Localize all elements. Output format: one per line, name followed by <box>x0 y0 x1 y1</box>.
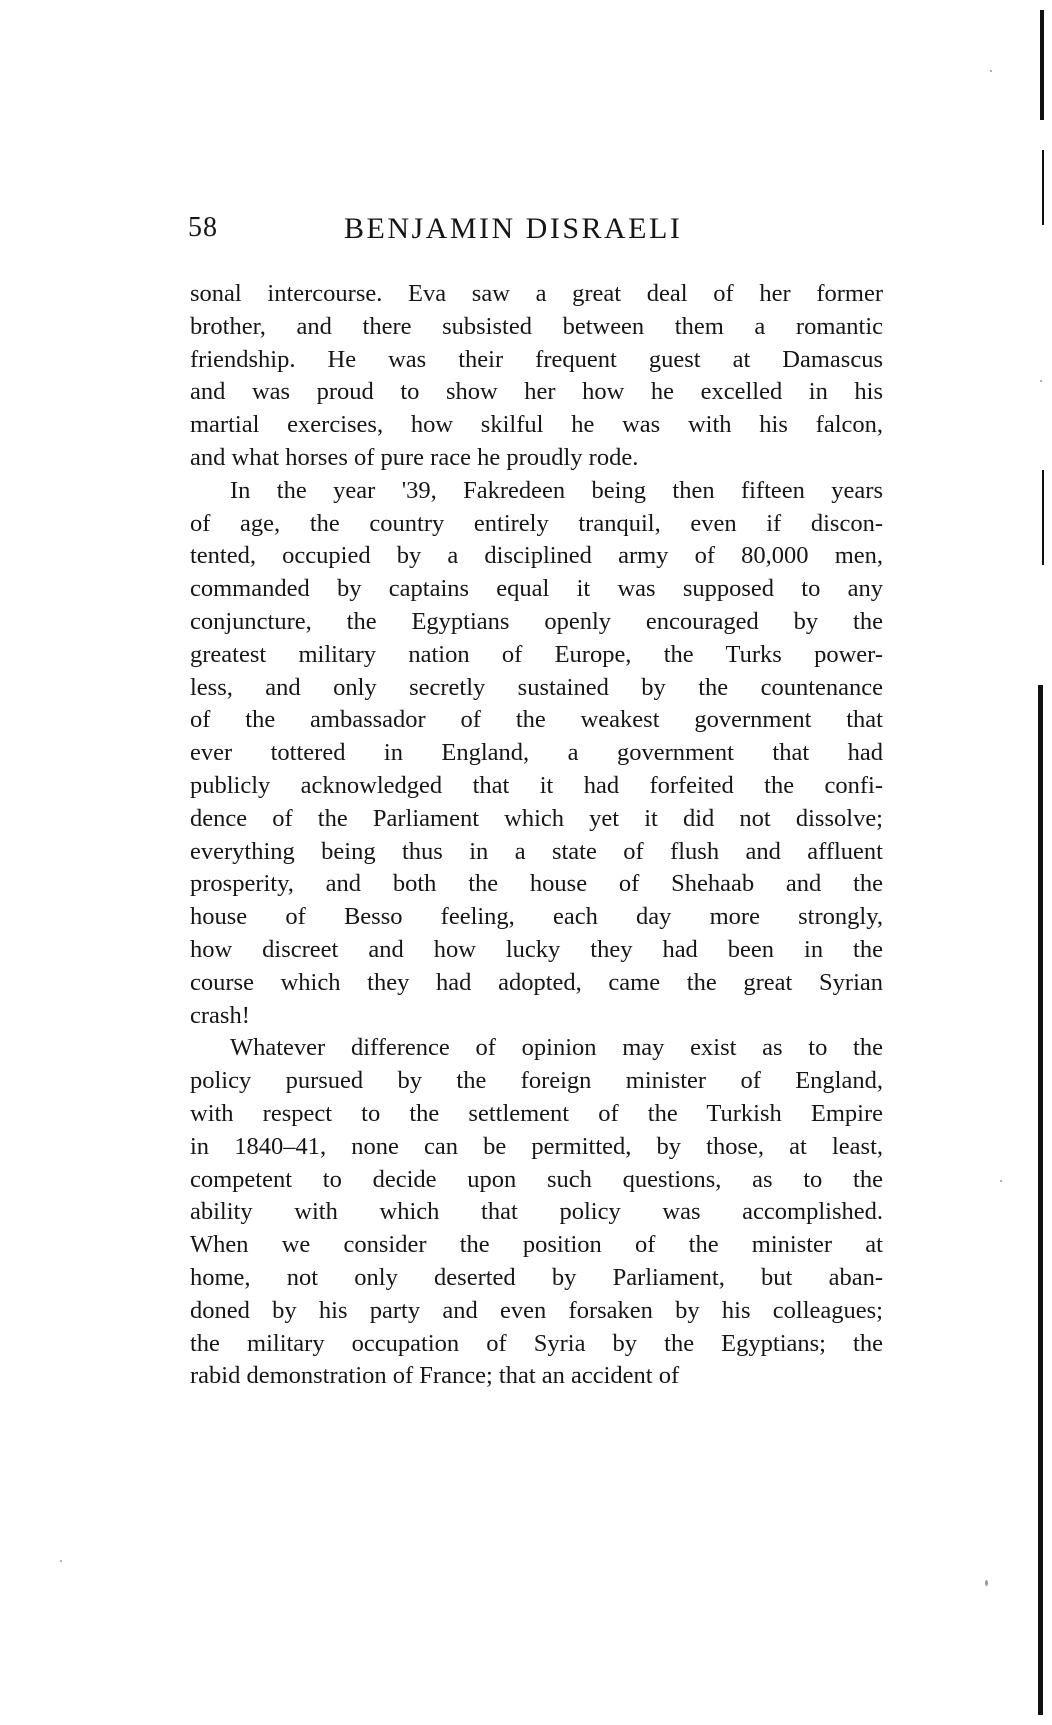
text-line: ability with which that policy was accomplished. <box>190 1198 883 1226</box>
scan-speck <box>1040 380 1042 382</box>
text-line: prosperity, and both the house of Shehaab and the <box>190 870 883 898</box>
running-head: BENJAMIN DISRAELI <box>344 212 683 245</box>
text-line: In the year '39, Fakredeen being then fifteen years <box>230 476 883 504</box>
text-line: ever tottered in England, a government that had <box>190 739 883 767</box>
text-line: everything being thus in a state of flush and affluent <box>190 837 883 865</box>
scan-edge-mark <box>1042 150 1044 225</box>
text-line: with respect to the settlement of the Turkish Empire <box>190 1099 883 1127</box>
scan-edge-mark <box>1042 470 1044 565</box>
text-line: in 1840–41, none can be permitted, by those, at least, <box>190 1132 883 1160</box>
text-line: When we consider the position of the minister at <box>190 1231 883 1259</box>
text-line: tented, occupied by a disciplined army of 80,000 men, <box>190 542 883 570</box>
text-line: Whatever difference of opinion may exist as to the <box>230 1034 883 1062</box>
text-line: publicly acknowledged that it had forfeited the confi- <box>190 771 883 799</box>
scan-speck <box>990 70 992 72</box>
text-line: home, not only deserted by Parliament, but aban- <box>190 1263 883 1291</box>
scan-speck <box>1000 1180 1002 1182</box>
scan-edge-mark <box>1040 10 1044 120</box>
text-line: doned by his party and even forsaken by his colleagues; <box>190 1296 883 1324</box>
text-line: less, and only secretly sustained by the countenance <box>190 673 883 701</box>
text-line: conjuncture, the Egyptians openly encouraged by the <box>190 607 883 635</box>
paragraph <box>190 475 883 1033</box>
text-line: of the ambassador of the weakest government that <box>190 706 883 734</box>
text-line: sonal intercourse. Eva saw a great deal of her former <box>190 280 883 307</box>
scan-speck <box>985 1580 988 1586</box>
text-line: of age, the country entirely tranquil, even if discon- <box>190 509 883 537</box>
paragraph <box>190 278 883 475</box>
text-line: friendship. He was their frequent guest at Damascus <box>190 345 883 373</box>
page-header <box>188 212 888 252</box>
text-line: and what horses of pure race he proudly rode. <box>190 443 639 471</box>
text-line: course which they had adopted, came the great Syrian <box>190 968 883 996</box>
text-line: martial exercises, how skilful he was with his falcon, <box>190 411 883 439</box>
text-line: and was proud to show her how he excelled in his <box>190 378 883 406</box>
text-line: the military occupation of Syria by the Egyptians; the <box>190 1329 883 1357</box>
text-line: house of Besso feeling, each day more strongly, <box>190 903 883 931</box>
text-line: how discreet and how lucky they had been in the <box>190 935 883 963</box>
scan-speck <box>60 1560 62 1562</box>
text-line: rabid demonstration of France; that an accident of <box>190 1362 680 1390</box>
page-number: 58 <box>188 212 218 243</box>
text-line: competent to decide upon such questions, as to the <box>190 1165 883 1193</box>
text-line: crash! <box>190 1001 250 1029</box>
paragraph <box>190 1032 883 1393</box>
scan-edge-mark <box>1038 685 1043 1715</box>
text-line: greatest military nation of Europe, the Turks power- <box>190 640 883 668</box>
text-line: commanded by captains equal it was supposed to any <box>190 575 883 603</box>
text-line: dence of the Parliament which yet it did not dissolve; <box>190 804 883 832</box>
body-text <box>190 278 883 1393</box>
text-line: policy pursued by the foreign minister of England, <box>190 1067 883 1095</box>
text-line: brother, and there subsisted between them a romantic <box>190 312 883 340</box>
